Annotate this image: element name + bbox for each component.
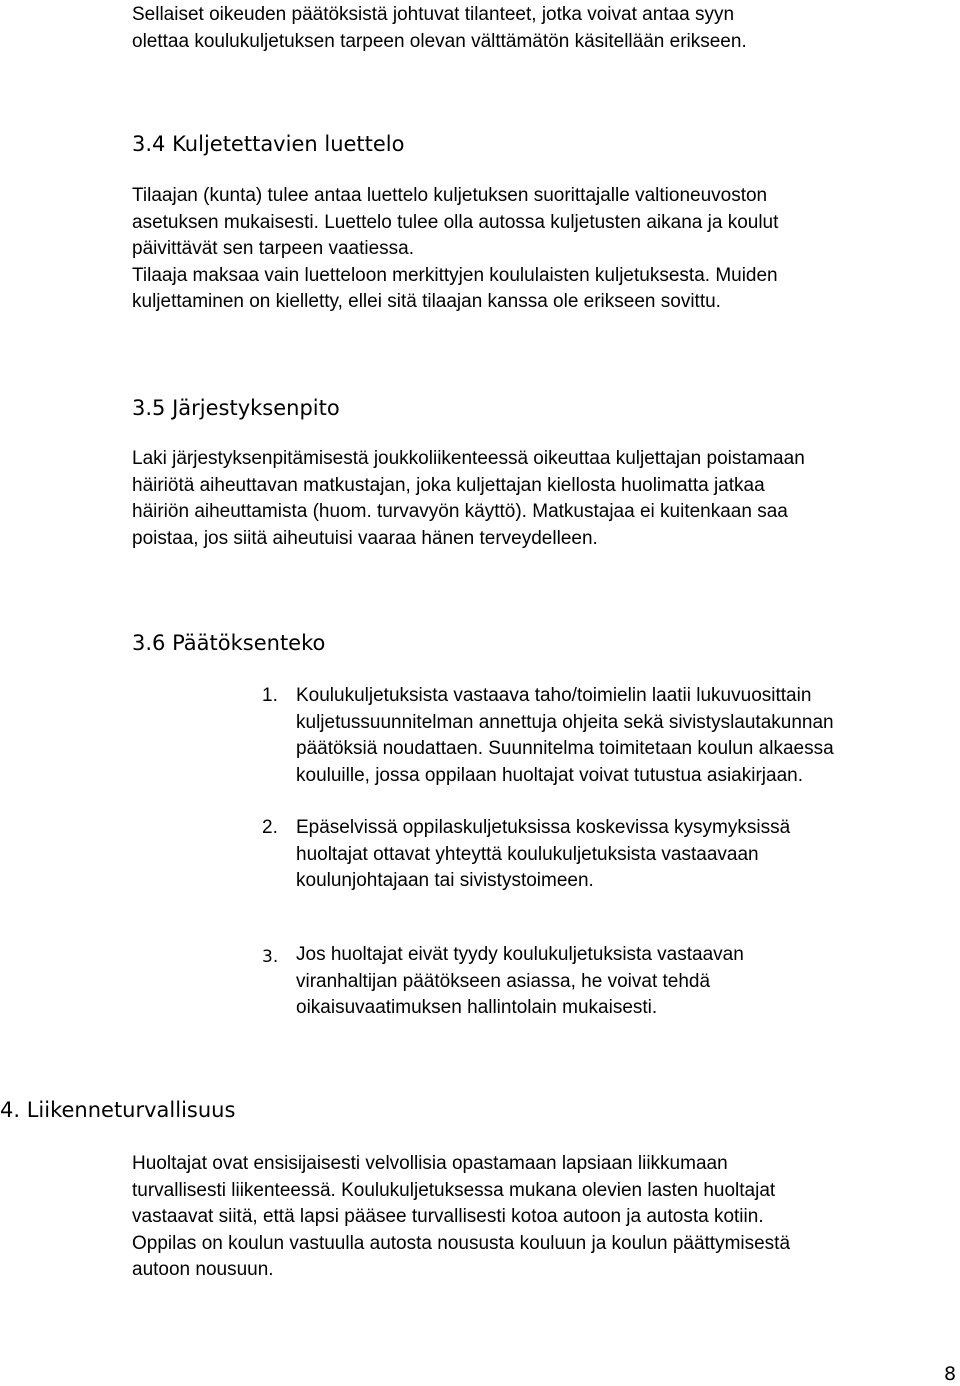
section-3-4-paragraph bbox=[132, 183, 778, 316]
page-number: 8 bbox=[944, 1363, 957, 1385]
text-line: kuljetussuunnitelman annettuja ohjeita sekä sivistyslautakunnan bbox=[296, 711, 834, 733]
section-heading-3-5: 3.5 Järjestyksenpito bbox=[132, 396, 340, 420]
text-line: Laki järjestyksenpitämisestä joukkoliikenteessä oikeuttaa kuljettajan poistamaan bbox=[132, 448, 805, 469]
text-line: Tilaaja maksaa vain luetteloon merkittyjen koululaisten kuljetuksesta. Muiden bbox=[132, 264, 778, 286]
text-line: Sellaiset oikeuden päätöksistä johtuvat tilanteet, jotka voivat antaa syyn bbox=[132, 4, 735, 25]
text-line: asetuksen mukaisesti. Luettelo tulee olla autossa kuljetusten aikana ja koulut bbox=[132, 211, 779, 233]
list-item-text bbox=[296, 683, 834, 789]
section-heading-3-4: 3.4 Kuljetettavien luettelo bbox=[132, 132, 405, 156]
text-line: päivittävät sen tarpeen vaatiessa. bbox=[132, 238, 415, 259]
text-line: Tilaajan (kunta) tulee antaa luettelo kuljetuksen suorittajalle valtioneuvoston bbox=[132, 185, 768, 206]
text-line: olettaa koulukuljetuksen tarpeen olevan välttämätön käsitellään erikseen. bbox=[132, 30, 747, 52]
text-line: turvallisesti liikenteessä. Koulukuljetuksessa mukana olevien lasten huoltajat bbox=[132, 1179, 776, 1201]
list-item-text bbox=[296, 942, 744, 1022]
text-line: huoltajat ottavat yhteyttä koulukuljetuksista vastaavaan bbox=[296, 843, 759, 865]
text-line: Epäselvissä oppilaskuljetuksissa koskevissa kysymyksissä bbox=[296, 817, 791, 838]
section-heading-3-6: 3.6 Päätöksenteko bbox=[132, 631, 326, 655]
text-line: päätöksiä noudattaen. Suunnitelma toimitetaan koulun alkaessa bbox=[296, 738, 834, 759]
text-line: häiriön aiheuttamista (huom. turvavyön käyttö). Matkustajaa ei kuitenkaan saa bbox=[132, 501, 788, 522]
list-number: 2. bbox=[262, 817, 278, 838]
section-heading-4: 4. Liikenneturvallisuus bbox=[0, 1098, 236, 1122]
section-3-5-paragraph bbox=[132, 446, 805, 552]
list-number: 1. bbox=[262, 685, 278, 706]
text-line: Huoltajat ovat ensisijaisesti velvollisia opastamaan lapsiaan liikkumaan bbox=[132, 1153, 728, 1174]
text-line: autoon nousuun. bbox=[132, 1259, 274, 1280]
text-line: kouluille, jossa oppilaan huoltajat voivat tutustua asiakirjaan. bbox=[296, 764, 803, 786]
section-4-paragraph bbox=[132, 1151, 790, 1284]
text-line: Oppilas on koulun vastuulla autosta noususta kouluun ja koulun päättymisestä bbox=[132, 1232, 791, 1254]
list-item-text bbox=[296, 815, 790, 895]
text-line: viranhaltijan päätökseen asiassa, he voivat tehdä bbox=[296, 970, 711, 992]
text-line: kuljettaminen on kielletty, ellei sitä tilaajan kanssa ole erikseen sovittu. bbox=[132, 291, 721, 312]
text-line: Koulukuljetuksista vastaava taho/toimielin laatii lukuvuosittain bbox=[296, 685, 812, 706]
text-line: vastaavat siitä, että lapsi pääsee turvallisesti kotoa autoon ja autosta kotiin. bbox=[132, 1206, 764, 1227]
text-line: koulunjohtajaan tai sivistystoimeen. bbox=[296, 870, 594, 891]
text-line: poistaa, jos siitä aiheutuisi vaaraa hänen terveydelleen. bbox=[132, 527, 598, 549]
text-line: häiriötä aiheuttavan matkustajan, joka kuljettajan kiellosta huolimatta jatkaa bbox=[132, 474, 765, 496]
text-line: Jos huoltajat eivät tyydy koulukuljetuksista vastaavan bbox=[296, 944, 744, 965]
list-number: 3. bbox=[262, 947, 279, 967]
text-line: oikaisuvaatimuksen hallintolain mukaisesti. bbox=[296, 997, 658, 1018]
intro-paragraph bbox=[132, 2, 747, 55]
